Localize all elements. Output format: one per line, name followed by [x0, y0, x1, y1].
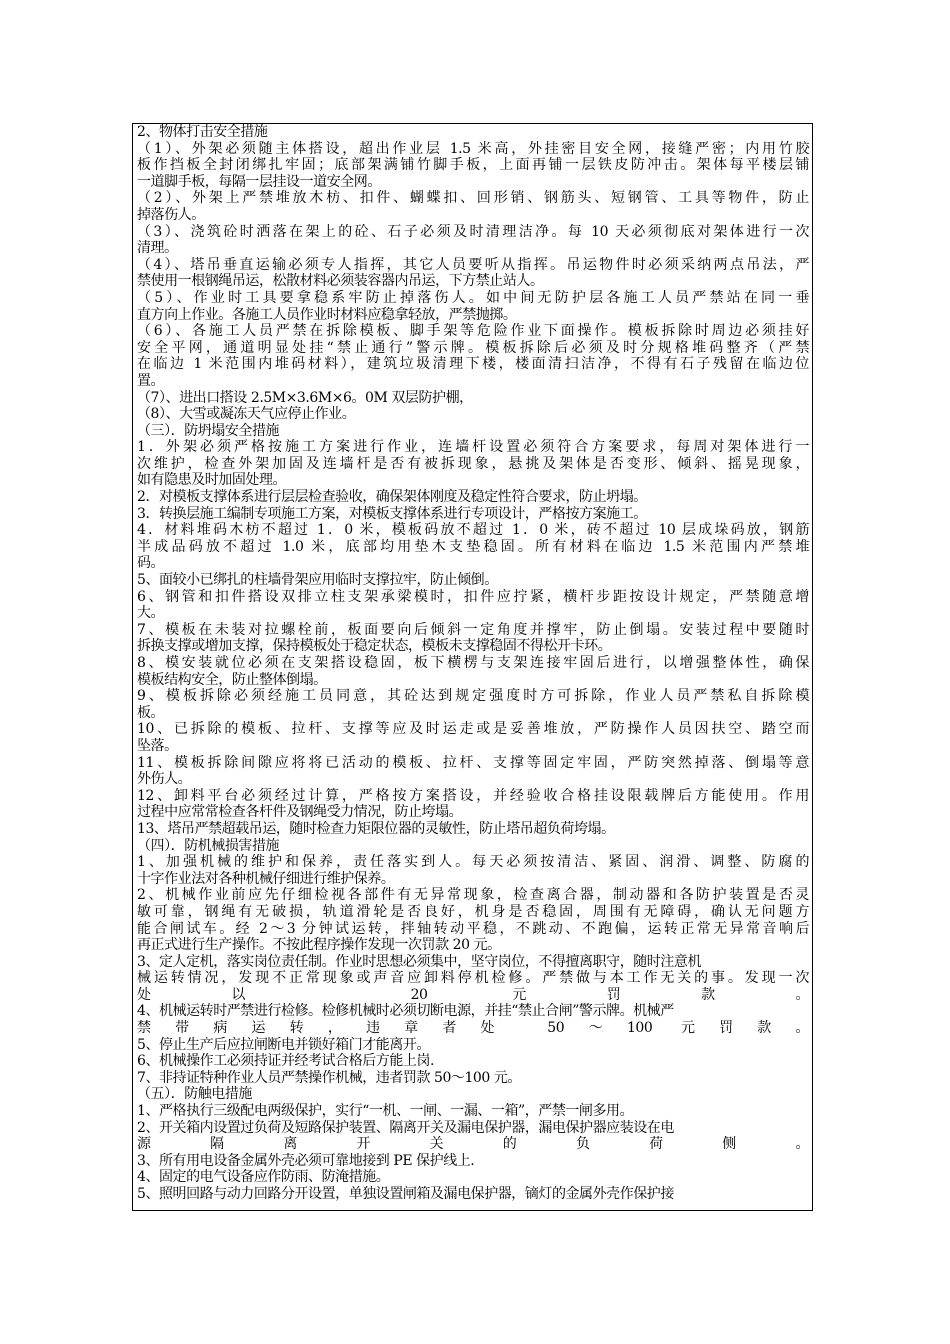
text-line: 械运转情况，发现不正常现象或声音应卸料停机检修。严禁做与本工作无关的事。发现一次: [137, 970, 809, 987]
text-line: 4、固定的电气设备应作防雨、防淹措施。: [137, 1169, 390, 1186]
text-line: 再正式进行生产操作。不按此程序操作发现一次罚款 20 元。: [137, 937, 501, 954]
text-line: 能合闸试车。经 2～3 分钟试运转，拌轴转动平稳，不跳动、不跑偏，运转正常无异常音响后: [137, 920, 809, 937]
text-line: 5、照明回路与动力回路分开设置，单独设置闸箱及漏电保护器，镝灯的金属外壳作保护接: [137, 1186, 674, 1202]
text-line: 过程中应常常检查各杆件及钢绳受力情况，防止垮塌。: [137, 804, 463, 821]
text-line: 拆换支撑或增加支撑，保持模板处于稳定状态，模板未支撑稳固不得松开卡环。: [137, 638, 612, 655]
text-line: 坠落。: [137, 737, 178, 754]
text-line: 板作挡板全封闭绑扎牢固；底部架满铺竹脚手板，上面再铺一层铁皮防冲击。架体每平楼层铺: [137, 157, 809, 174]
text-line: 12、卸料平台必须经过计算，严格按方案搭设，并经验收合格挂设限载牌后方能使用。作用: [137, 787, 809, 804]
text-line: 11、模板拆除间隙应将将已活动的模板、拉杆、支撑等固定牢固，严防突然掉落、倒塌等意: [137, 754, 809, 771]
text-line: （6）、各施工人员严禁在拆除模板、脚手架等危险作业下面操作。模板拆除时周边必须挂好: [137, 323, 809, 340]
text-line: （四）．防机械损害措施: [137, 837, 280, 854]
text-line: 2、物体打击安全措施: [137, 124, 268, 140]
text-line: （7）、进出口搭设 2.5M×3.6M×6。0M 双层防护棚，: [137, 389, 473, 406]
text-line: 3、所有用电设备金属外壳必须可靠地接到 PE 保护线上.: [137, 1152, 475, 1169]
text-line: （三）．防坍塌安全措施: [137, 422, 280, 439]
text-line: 敏可靠，钢绳有无破损，轨道滑轮是否良好，机身是否稳固，周围有无障碍，确认无问题方: [137, 903, 809, 920]
text-line: （2）、外架上严禁堆放木枋、扣件、蝴蝶扣、回形销、钢筋头、短钢管、工具等物件，防止: [137, 190, 809, 207]
text-line: （1）、外架必须随主体搭设，超出作业层 1.5 米高，外挂密目安全网，接缝严密；内用竹胶: [137, 140, 809, 157]
text-line: 3、定人定机，落实岗位责任制。作业时思想必须集中，坚守岗位，不得擅离职守，随时注意机: [137, 953, 702, 970]
text-line: 在临边 1 米范围内堆码材料），建筑垃圾清理下楼，楼面清扫洁净，不得有石子残留在临边位: [137, 356, 809, 373]
text-line: 板。: [137, 704, 165, 721]
text-line: 2、机械作业前应先仔细检视各部件有无异常现象，检查离合器，制动器和各防护装置是否灵: [137, 887, 809, 904]
document-body: [137, 124, 809, 1203]
text-line: 2．对模板支撑体系进行层层检查验收，确保架体刚度及稳定性符合要求，防止坍塌。: [137, 489, 647, 506]
text-line: 码。: [137, 555, 165, 572]
text-line: 外伤人。: [137, 771, 192, 788]
text-line: 7、模板在未装对拉螺栓前，板面要向后倾斜一定角度并撑牢，防止倒塌。安装过程中要随时: [137, 621, 809, 638]
text-line: 大。: [137, 605, 165, 622]
text-line: 模板结构安全，防止整体倒塌。: [137, 671, 327, 688]
text-line: 安全平网，通道明显处挂“禁止通行”警示牌。模板拆除后必须及时分规格堆码整齐（严禁: [137, 339, 809, 356]
text-line: 掉落伤人。: [137, 206, 205, 223]
text-line: 一道脚手板，每隔一层挂设一道安全网。: [137, 173, 381, 190]
text-line: （4）、塔吊垂直运输必须专人指挥，其它人员要听从指挥。吊运物件时必须采纳两点吊法，严: [137, 256, 809, 273]
text-line: 6、钢管和扣件搭设双排立柱支架承梁模时，扣件应拧紧，横杆步距按设计规定，严禁随意增: [137, 588, 809, 605]
text-line: 4．材料堆码木枋不超过 1．0 米，模板码放不超过 1．0 米，砖不超过 10 层成垛码放，钢筋: [137, 522, 809, 539]
text-line: 3．转换层施工编制专项施工方案，对模板支撑体系进行专项设计，严格按方案施工。: [137, 505, 647, 522]
text-line: 9、模板拆除必须经施工员同意，其砼达到规定强度时方可拆除，作业人员严禁私自拆除模: [137, 688, 809, 705]
text-line: 2、开关箱内设置过负荷及短路保护装置、隔离开关及漏电保护器，漏电保护器应装设在电: [137, 1119, 674, 1136]
text-line: （8）、大雪或凝冻天气应停止作业。: [137, 406, 356, 423]
text-line: 6、机械操作工必须持证并经考试合格后方能上岗.: [137, 1053, 435, 1070]
text-line: 5、停止生产后应拉闸断电并锁好箱门才能离开。: [137, 1036, 431, 1053]
text-line: 直方向上作业。各施工人员作业时材料应稳拿轻放，严禁抛掷。: [137, 306, 517, 323]
text-line: 13、塔吊严禁超载吊运，随时检查力矩限位器的灵敏性，防止塔吊超负荷垮塌。: [137, 820, 615, 837]
text-line: （3）、浇筑砼时洒落在架上的砼、石子必须及时清理洁净。每 10 天必须彻底对架体进行一次: [137, 223, 809, 240]
text-line: 1．外架必须严格按施工方案进行作业，连墙杆设置必须符合方案要求，每周对架体进行一: [137, 439, 809, 456]
text-line: 清理。: [137, 240, 178, 257]
text-line: 置。: [137, 372, 165, 389]
text-line: 8、模安装就位必须在支架搭设稳固，板下横楞与支架连接牢固后进行，以增强整体性，确保: [137, 655, 809, 671]
text-line: 禁使用一根钢绳吊运，松散材料必须装容器内吊运，下方禁止站人。: [137, 273, 544, 290]
text-line: 十字作业法对各种机械仔细进行维护保养。: [137, 870, 395, 887]
text-line: 5、面较小已绑扎的柱墙骨架应用临时支撑拉牢，防止倾倒。: [137, 572, 498, 589]
text-line: 源隔离开关的负荷侧。: [137, 1136, 809, 1153]
text-line: 4、机械运转时严禁进行检修。检修机械时必须切断电源，并挂“禁止合闸”警示牌。机械严: [137, 1003, 674, 1020]
text-line: 如有隐患及时加固处理。: [137, 472, 287, 489]
text-line: （五）．防触电措施: [137, 1086, 252, 1103]
text-line: 7、非持证特种作业人员严禁操作机械，违者罚款 50～100 元。: [137, 1069, 521, 1086]
text-line: 1、加强机械的维护和保养，责任落实到人。每天必须按清洁、紧固、润滑、调整、防腐的: [137, 854, 809, 871]
text-line: 10、已拆除的模板、拉杆、支撑等应及时运走或是妥善堆放，严防操作人员因扶空、踏空而: [137, 721, 809, 738]
text-line: 1、严格执行三级配电两级保护，实行“一机、一闸、一漏、一箱”，严禁一闸多用。: [137, 1103, 634, 1120]
text-line: （5）、作业时工具要拿稳系牢防止掉落伤人。如中间无防护层各施工人员严禁站在同一垂: [137, 289, 809, 306]
text-line: 次维护，检查外架加固及连墙杆是否有被拆现象，悬挑及架体是否变形、倾斜、摇晃现象，: [137, 455, 809, 472]
text-line: 禁带病运转，违章者处 50～100 元罚款。: [137, 1020, 809, 1037]
text-line: 处以 20 元罚款。: [137, 986, 809, 1003]
text-line: 半成品码放不超过 1.0 米，底部均用垫木支垫稳固。所有材料在临边 1.5 米范围内严禁堆: [137, 538, 809, 555]
